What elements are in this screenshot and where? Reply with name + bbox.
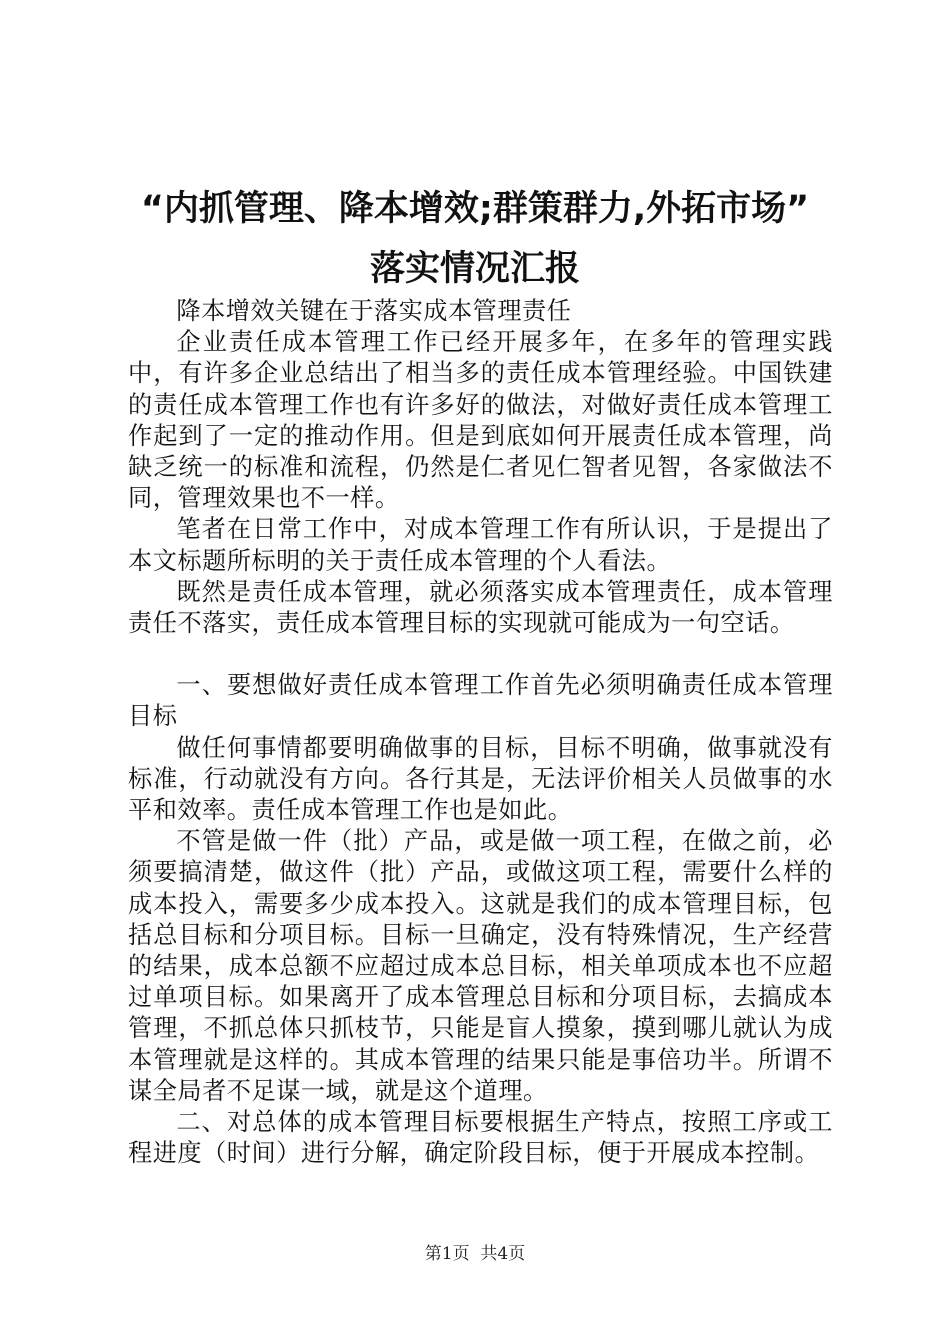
- paragraph: 做任何事情都要明确做事的目标，目标不明确，做事就没有标准，行动就没有方向。各行其是，无法评价相关人员做事的水平和效率。责任成本管理工作也是如此。: [128, 733, 833, 825]
- paragraph: 笔者在日常工作中，对成本管理工作有所认识，于是提出了本文标题所标明的关于责任成本管理的个人看法。: [128, 515, 833, 575]
- document-title-line-2: 落实情况汇报: [369, 249, 580, 289]
- paragraph: 二、对总体的成本管理目标要根据生产特点，按照工序或工程进度（时间）进行分解，确定阶段目标，便于开展成本控制。: [128, 1108, 833, 1168]
- section-heading: 降本增效关键在于落实成本管理责任: [176, 297, 572, 325]
- paragraph: 既然是责任成本管理，就必须落实成本管理责任，成本管理责任不落实，责任成本管理目标的实现就可能成为一句空话。: [128, 577, 833, 638]
- page-total: 共4页: [480, 1244, 526, 1264]
- paragraph: 不管是做一件（批）产品，或是做一项工程，在做之前，必须要搞清楚，做这件（批）产品，或做这项工程，需要什么样的成本投入，需要多少成本投入。这就是我们的成本管理目标，包括总目标和分项目标。目标一旦确定，没有特殊情况，生产经营的结果，成本总额不应超过成本总目标，相关单项成本也不应超过单项目标。如果离开了成本管理总目标和分项目标，去搞成本管理，不抓总体只抓枝节，只能是盲人摸象，摸到哪儿就认为成本管理就是这样的。其成本管理的结果只能是事倍功半。所谓不谋全局者不足谋一域，就是这个道理。: [128, 827, 833, 1105]
- document-title-line-1: “内抓管理、降本增效;群策群力,外拓市场”: [140, 189, 810, 229]
- paragraph-gap: [128, 639, 833, 670]
- paragraph: 企业责任成本管理工作已经开展多年，在多年的管理实践中，有许多企业总结出了相当多的责任成本管理经验。中国铁建的责任成本管理工作也有许多好的做法，对做好责任成本管理工作起到了一定的推动作用。但是到底如何开展责任成本管理，尚缺乏统一的标准和流程，仍然是仁者见仁智者见智，各家做法不同，管理效果也不一样。: [128, 328, 833, 513]
- page-footer: [0, 1243, 950, 1265]
- document-body: [128, 296, 833, 1169]
- section-heading: 一、要想做好责任成本管理工作首先必须明确责任成本管理目标: [128, 671, 833, 731]
- page-number: 第1页: [424, 1244, 470, 1264]
